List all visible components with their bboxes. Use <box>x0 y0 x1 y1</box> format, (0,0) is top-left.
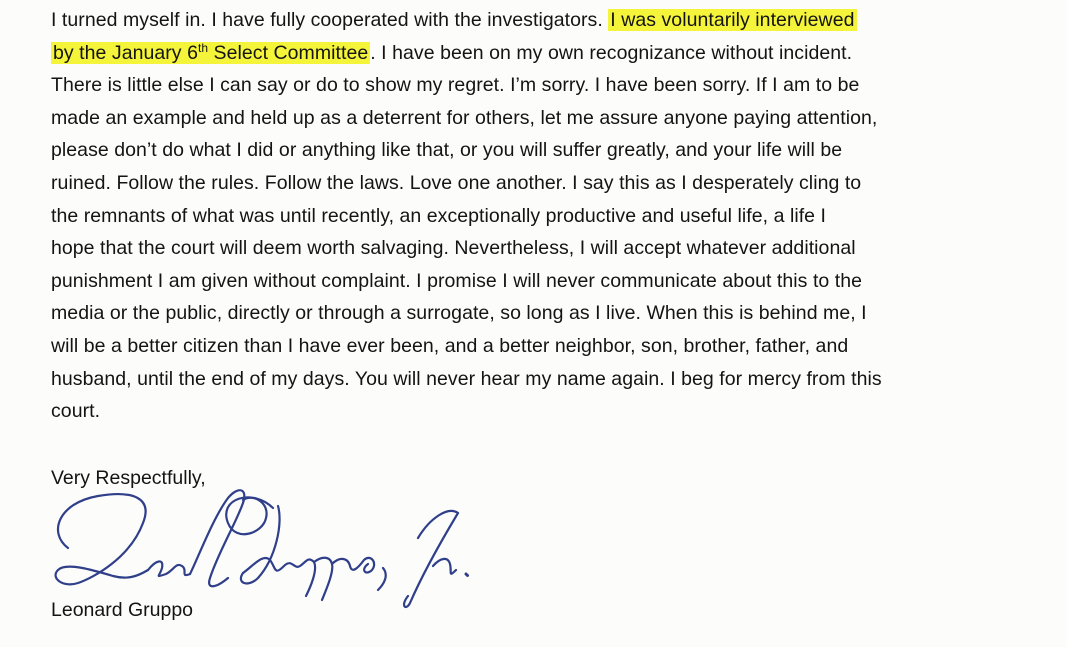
highlighted-text <box>51 42 370 64</box>
line-text: I turned myself in. I have fully cooperated with the investigators. <box>51 9 609 31</box>
letter-line: punishment I am given without complaint. I promise I will never communicate about this to the <box>51 269 863 292</box>
highlight-part: by the January 6 <box>53 41 198 64</box>
letter-line: hope that the court will deem worth salvaging. Nevertheless, I will accept whatever additional <box>51 237 856 260</box>
letter-line: media or the public, directly or through a surrogate, so long as I live. When this is behind me, I <box>51 302 867 325</box>
letter-body <box>51 4 1051 428</box>
letter-line: There is little else I can say or do to show my regret. I’m sorry. I have been sorry. If I am to be <box>51 74 860 97</box>
letter-line: will be a better citizen than I have ever been, and a better neighbor, son, brother, father, and <box>51 334 849 357</box>
ordinal-suffix: th <box>197 40 209 55</box>
letter-line: made an example and held up as a deterrent for others, let me assure anyone paying attention, <box>51 106 878 129</box>
letter-line: court. <box>51 400 101 423</box>
highlighted-text: I was voluntarily interviewed <box>610 9 855 31</box>
printed-name: Leonard Gruppo <box>51 599 194 621</box>
line-text: . I have been on my own recognizance without incident. <box>370 41 853 64</box>
letter-line: the remnants of what was until recently, an exceptionally productive and useful life, a life I <box>51 204 827 227</box>
letter-line: ruined. Follow the rules. Follow the laws. Love one another. I say this as I desperately cling to <box>51 171 862 194</box>
letter-line: please don’t do what I did or anything like that, or you will suffer greatly, and your life will be <box>51 139 843 162</box>
letter-line <box>51 37 1051 70</box>
letter-line: husband, until the end of my days. You will never hear my name again. I beg for mercy from this <box>51 367 882 390</box>
closing-salutation: Very Respectfully, <box>51 467 206 489</box>
letter-line <box>51 4 1051 37</box>
highlight-part: Select Committee <box>208 41 369 64</box>
